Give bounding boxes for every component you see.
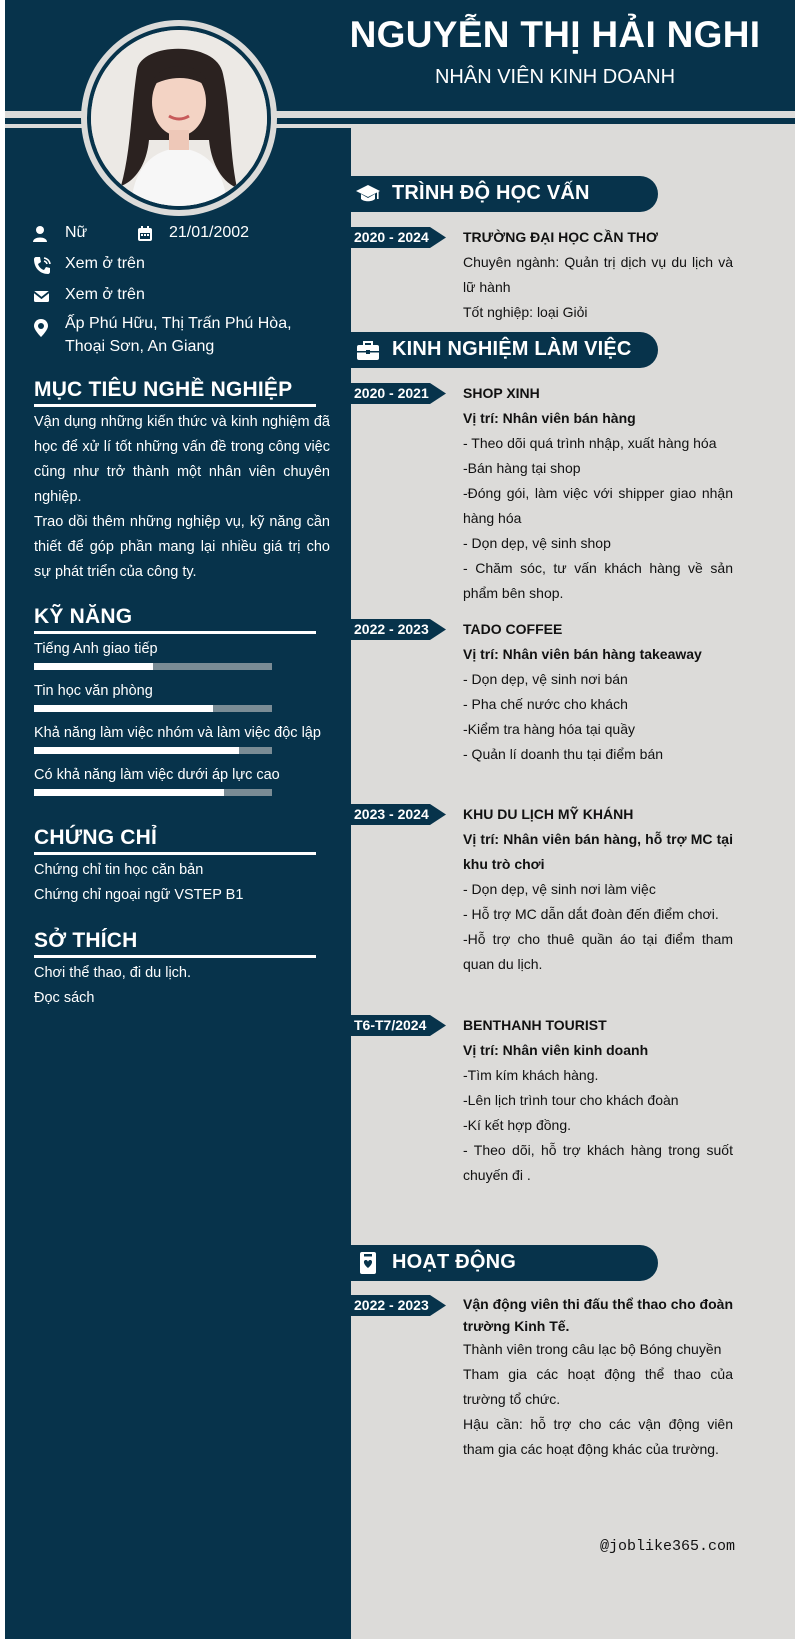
date-tag: [348, 1015, 448, 1036]
entry-line: - Dọn dẹp, vệ sinh nơi bán: [463, 671, 628, 687]
education-entry: [463, 225, 733, 325]
candidate-name: NGUYỄN THỊ HẢI NGHI: [349, 14, 761, 55]
skill-bar-fill: [34, 705, 213, 712]
date-tag: [348, 804, 448, 825]
user-icon: [33, 225, 53, 245]
experience-entry: [463, 617, 733, 767]
date-tag-label: 2020 - 2021: [354, 385, 429, 401]
skill-bar: [34, 747, 272, 754]
entry-line: Chuyên ngành: Quản trị dịch vụ du lịch và lữ hành: [463, 254, 733, 295]
mail-icon: [33, 287, 53, 307]
date-tag: [348, 383, 448, 404]
hobbies-title: SỞ THÍCH: [34, 929, 316, 958]
entry-line: -Lên lịch trình tour cho khách đoàn: [463, 1092, 679, 1108]
experience-header: [346, 332, 658, 368]
education-title: TRÌNH ĐỘ HỌC VẤN: [392, 182, 590, 204]
email-row: [33, 286, 145, 307]
email-value: Xem ở trên: [65, 286, 145, 303]
skill-label: Tin học văn phòng: [34, 683, 153, 699]
entry-line: Thành viên trong câu lạc bộ Bóng chuyền: [463, 1341, 722, 1357]
date-tag-label: 2023 - 2024: [354, 806, 429, 822]
skill-label: Khả năng làm việc nhóm và làm việc độc lập: [34, 725, 321, 741]
entry-line: - Dọn dẹp, vệ sinh shop: [463, 535, 611, 551]
skill-label: Có khả năng làm việc dưới áp lực cao: [34, 767, 280, 783]
experience-entry: [463, 802, 733, 977]
phone-value: Xem ở trên: [65, 255, 145, 272]
entry-line: -Kiểm tra hàng hóa tại quầy: [463, 721, 635, 737]
entry-line: - Pha chế nước cho khách: [463, 696, 628, 712]
entry-position: Vị trí: Nhân viên bán hàng, hỗ trợ MC tại khu trò chơi: [463, 831, 733, 872]
address-value: Ấp Phú Hữu, Thị Trấn Phú Hòa, Thoại Sơn, An Giang: [65, 315, 292, 355]
entry-org: Vận động viên thi đấu thể thao cho đoàn trường Kinh Tế.: [463, 1296, 733, 1334]
avatar-frame: [81, 20, 277, 216]
date-tag-label: 2022 - 2023: [354, 1297, 429, 1313]
skills-title: KỸ NĂNG: [34, 605, 316, 634]
entry-org: SHOP XINH: [463, 385, 540, 401]
resume-page: [5, 0, 795, 1639]
skill-bar-fill: [34, 747, 239, 754]
entry-line: - Theo dõi, hỗ trợ khách hàng trong suốt chuyến đi .: [463, 1142, 733, 1183]
objective-text: [34, 410, 330, 585]
address-row: [33, 316, 323, 358]
gender-row: [33, 224, 87, 245]
list-item: Chứng chỉ ngoại ngữ VSTEP B1: [34, 887, 244, 903]
education-header: [346, 176, 658, 212]
entry-line: Hậu cần: hỗ trợ cho các vận động viên tham gia các hoạt động khác của trường.: [463, 1416, 733, 1457]
entry-org: KHU DU LỊCH MỸ KHÁNH: [463, 806, 634, 822]
location-pin-icon: [33, 318, 53, 338]
date-tag: [348, 1295, 448, 1316]
objective-paragraph: Vận dụng những kiến thức và kinh nghiệm đã học để xử lí tốt những vấn đề trong công việc cũng như trở thành một nhân viên chuyên nghiệp.: [34, 414, 330, 505]
entry-line: - Hỗ trợ MC dẫn dắt đoàn đến điểm chơi.: [463, 906, 719, 922]
entry-line: Tham gia các hoạt động thể thao của trường tổ chức.: [463, 1366, 733, 1407]
skill-label: Tiếng Anh giao tiếp: [34, 641, 158, 657]
entry-position: Vị trí: Nhân viên kinh doanh: [463, 1042, 649, 1058]
entry-line: Tốt nghiệp: loại Giỏi: [463, 304, 588, 320]
skill-bar: [34, 663, 272, 670]
skill-bar-fill: [34, 663, 153, 670]
activities-title: HOẠT ĐỘNG: [392, 1251, 517, 1273]
skill-bar-fill: [34, 789, 224, 796]
objective-title: MỤC TIÊU NGHỀ NGHIỆP: [34, 378, 316, 407]
entry-line: -Tìm kím khách hàng.: [463, 1067, 599, 1083]
watermark: @joblike365.com: [600, 1538, 736, 1555]
date-tag: [348, 227, 448, 248]
birthday-row: [137, 224, 249, 245]
entry-org: BENTHANH TOURIST: [463, 1017, 607, 1033]
graduation-cap-icon: [356, 182, 380, 206]
entry-line: - Theo dõi quá trình nhập, xuất hàng hóa: [463, 435, 717, 451]
certificates-list: [34, 858, 330, 908]
entry-line: -Kí kết hợp đồng.: [463, 1117, 572, 1133]
entry-line: -Đóng gói, làm việc với shipper giao nhận hàng hóa: [463, 485, 733, 526]
skill-bar: [34, 705, 272, 712]
entry-org: TRƯỜNG ĐẠI HỌC CẦN THƠ: [463, 229, 658, 245]
experience-title: KINH NGHIỆM LÀM VIỆC: [392, 338, 632, 360]
birthday-value: 21/01/2002: [169, 224, 250, 241]
date-tag-label: T6-T7/2024: [354, 1017, 427, 1033]
entry-line: -Hỗ trợ cho thuê quần áo tại điểm tham quan du lịch.: [463, 931, 733, 972]
date-tag-label: 2020 - 2024: [354, 229, 429, 245]
phone-row: [33, 255, 145, 276]
phone-icon: [33, 256, 53, 276]
experience-entry: [463, 1013, 733, 1188]
entry-line: - Chăm sóc, tư vấn khách hàng về sản phẩm bên shop.: [463, 560, 733, 601]
date-tag-label: 2022 - 2023: [354, 621, 429, 637]
gender-value: Nữ: [65, 224, 88, 241]
entry-position: Vị trí: Nhân viên bán hàng takeaway: [463, 646, 702, 662]
entry-line: -Bán hàng tại shop: [463, 460, 581, 476]
briefcase-icon: [356, 338, 380, 362]
entry-position: Vị trí: Nhân viên bán hàng: [463, 410, 636, 426]
list-item: Chơi thể thao, đi du lịch.: [34, 965, 192, 981]
job-title: NHÂN VIÊN KINH DOANH: [434, 66, 676, 88]
entry-line: - Quản lí doanh thu tại điểm bán: [463, 746, 664, 762]
date-tag: [348, 619, 448, 640]
objective-paragraph: Trao dồi thêm những nghiệp vụ, kỹ năng cần thiết để góp phần mang lại nhiều giá trị cho sự phát triển của công ty.: [34, 514, 330, 580]
avatar: [91, 30, 267, 206]
experience-entry: [463, 381, 733, 606]
skill-bar: [34, 789, 272, 796]
badge-icon: [356, 1251, 380, 1275]
activities-header: [346, 1245, 658, 1281]
list-item: Đọc sách: [34, 990, 95, 1006]
list-item: Chứng chỉ tin học căn bản: [34, 862, 204, 878]
certificates-title: CHỨNG CHỈ: [34, 826, 316, 855]
activity-entry: [463, 1293, 733, 1462]
entry-line: - Dọn dẹp, vệ sinh nơi làm việc: [463, 881, 656, 897]
hobbies-list: [34, 961, 330, 1011]
entry-org: TADO COFFEE: [463, 621, 563, 637]
calendar-icon: [137, 225, 157, 245]
